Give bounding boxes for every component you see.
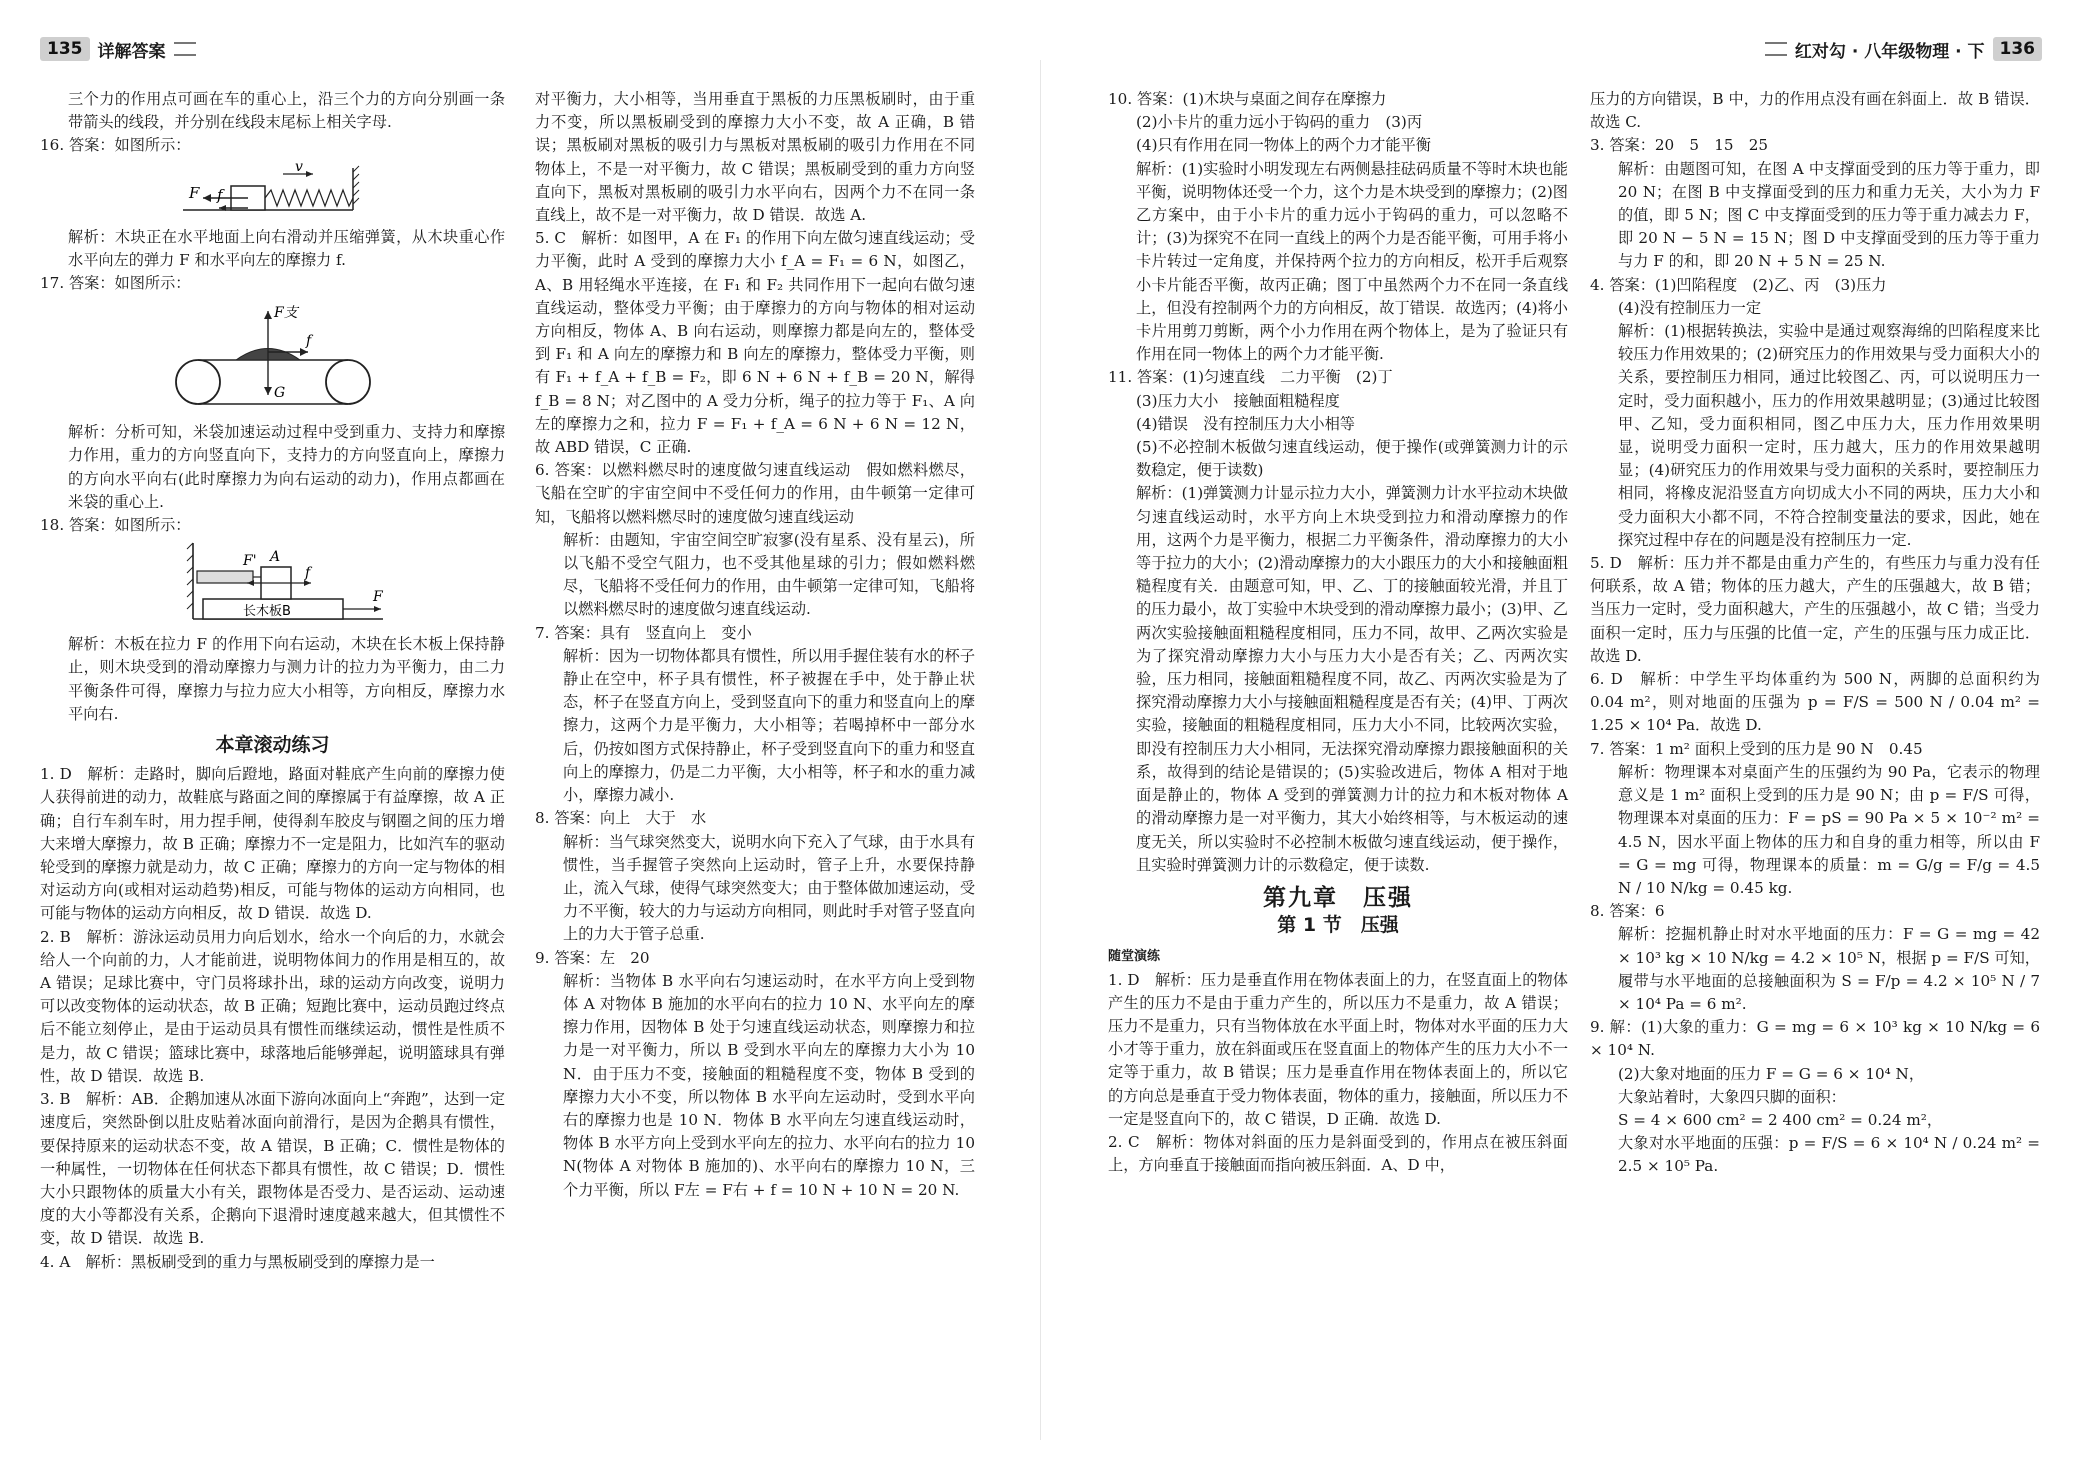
question-5: 5. C 解析：如图甲，A 在 F₁ 的作用下向左做匀速直线运动；受力平衡，此时 A 受到的摩擦力大小 f_A = F₁ = 6 N，如图乙，A、B 用轻绳水平连接，在 F₁ 和 F₂ 共同作用下一起向右做匀速直线运动，整体受力平衡；由于摩擦力的方向与物体的相对运动方向相反，物体 A、B 向右运动，则摩擦力都是向左的，整体受到 F₁ 和 A 向左的摩擦力和 B 向左的摩擦力，整体受力平衡，则有 F₁ + f_A + f_B = F₂，即 6 N + 6 N + f_B = 20 N，解得 f_B = 8 N；对乙图中的 A 受力分析，绳子的拉力等于 F₁、A 向左的摩擦力之和，拉力 F = F₁ + f_A = 6 N + 6 N = 12 N，故 ABD 错误，C 正确.: [535, 229, 975, 457]
analysis-8: 解析：当气球突然变大，说明水向下充入了气球，由于水具有惯性，当手握管子突然向上运动时，管子上升，水要保持静止，流入气球，使得气球突然变大；由于整体做加速运动，受力不平衡，较大的力与运动方向相同，则此时手对管子竖直向上的力大于管子总重.: [563, 832, 975, 944]
figure-16-diagram: [163, 160, 383, 222]
column-2: [535, 88, 975, 1202]
answer-10-part2: (2)小卡片的重力远小于钩码的重力 (3)丙: [1136, 113, 1423, 132]
fig16-label-v: v: [294, 159, 303, 175]
page-gutter: [1040, 60, 1041, 1440]
right-page-title: 红对勾 · 八年级物理 · 下: [1794, 41, 1985, 62]
analysis-9: 解析：当物体 B 水平向右匀速运动时，在水平方向上受到物体 A 对物体 B 施加的水平向右的拉力 10 N、水平向左的摩擦力作用，因物体 B 处于匀速直线运动状态，则摩擦力和拉力是一对平衡力，所以 B 受到水平向左的摩擦力大小为 10 N．由于压力不变，接触面的粗糙程度不变，物体 B 受到的摩擦力大小不变，所以物体 B 水平向左运动时，受到水平向右的摩擦力也是 10 N．物体 B 水平向左匀速直线运动时，物体 B 水平方向上受到水平向左的拉力、水平向右的拉力 10 N(物体 A 对物体 B 施加的)、水平向右的摩擦力 10 N，三个力平衡，所以 F左 = F右 + f = 10 N + 10 N = 20 N.: [563, 971, 975, 1199]
right-page-number: 136: [1993, 37, 2043, 61]
column-4: [1590, 88, 2040, 1179]
answer-11-part3: (3)压力大小 接触面粗糙程度: [1136, 391, 1340, 410]
analysis-10: 解析：(1)实验时小明发现左右两侧悬挂砝码质量不等时木块也能平衡，说明物体还受一个力，这个力是木块受到的摩擦力；(2)图乙方案中，由于小卡片的重力远小于钩码的重力，可以忽略不计；(3)为探究不在同一直线上的两个力是否能平衡，可用手将小卡片转过一定角度，并保持两个拉力的方向相反，松开手后观察小卡片能否平衡，故丙正确；图丁中虽然两个力不在同一条直线上，但没有控制两个力的方向相反，故丁错误．故选丙；(4)将小卡片用剪刀剪断，两个小力作用在两个物体上，是为了验证只有作用在同一物体上的两个力才能平衡.: [1136, 159, 1568, 364]
answer-9-part2: (2)大象对地面的压力 F = G = 6 × 10⁴ N，: [1618, 1064, 1925, 1083]
answer-4-part4: (4)没有控制压力一定: [1618, 298, 1762, 317]
paragraph: 压力的方向错误，B 中，力的作用点没有画在斜面上．故 B 错误．故选 C.: [1590, 90, 2040, 132]
analysis-7: 解析：因为一切物体都具有惯性，所以用手握住装有水的杯子静止在空中，杯子具有惯性，杯子被握在手中，处于静止状态，杯子在竖直方向上，受到竖直向下的重力和竖直向上的摩擦力，这两个力是平衡力，大小相等；若喝掉杯中一部分水后，仍按如图方式保持静止，杯子受到竖直向下的重力和竖直向上的摩擦力，仍是二力平衡，大小相等，杯子和水的重力减小，摩擦力减小.: [563, 646, 975, 805]
fig17-label-Fsupport: F支: [273, 305, 298, 322]
answer-11-part5: (5)不必控制木板做匀速直线运动，便于操作(或弹簧测力计的示数稳定，便于读数): [1136, 438, 1568, 480]
fig18-label-f: f: [304, 565, 310, 582]
analysis-6: 解析：由题知，宇宙空间空旷寂寥(没有星系、没有星云)，所以飞船不受空气阻力，也不受其他星球的引力；假如燃料燃尽，飞船将不受任何力的作用，由牛顿第一定律可知，飞船将以燃料燃尽时的速度做匀速直线运动.: [563, 530, 975, 619]
chapter-title: 第九章 压强: [1263, 884, 1413, 911]
fig17-label-f: f: [305, 333, 311, 350]
answer-7: 7. 答案：具有 竖直向上 变小: [535, 623, 752, 642]
analysis-7: 解析：物理课本对桌面产生的压强约为 90 Pa，它表示的物理意义是 1 m² 面积上受到的压力是 90 N；由 p = F/S 可得，物理课本对桌面的压力：F = pS = 90 Pa × 5 × 10⁻² m² = 4.5 N，因水平面上物体的压力和自身的重力相等，所以由 F = G = mg 可得，物理课本的质量：m = G/g = F/g = 4.5 N / 10 N/kg = 0.45 kg.: [1618, 762, 2040, 897]
question-1: 1. D 解析：走路时，脚向后蹬地，路面对鞋底产生向前的摩擦力使人获得前进的动力，故鞋底与路面之间的摩擦属于有益摩擦，故 A 正确；自行车刹车时，用力捏手闸，使得刹车胶皮与钢圈之间的压力增大来增大摩擦力，故 B 正确；摩擦力不一定是阻力，比如汽车的驱动轮受到的摩擦力就是动力，故 C 正确；摩擦力的方向一定与物体的相对运动方向(或相对运动趋势)相反，可能与物体的运动方向相同，也可能与物体的运动方向相反，故 D 错误．故选 D.: [40, 765, 505, 923]
answer-8: 8. 答案：向上 大于 水: [535, 809, 707, 828]
fig17-label-G: G: [273, 385, 285, 402]
fig18-label-Fprime: F': [242, 553, 257, 570]
analysis-4: 解析：(1)根据转换法，实验中是通过观察海绵的凹陷程度来比较压力作用效果的；(2)研究压力的作用效果与受力面积大小的关系，要控制压力相同，通过比较图乙、丙，可以说明压力一定时，受力面积越小，压力的作用效果越明显；(3)通过比较图甲、乙知，受力面积相同，图乙中压力大，压力作用效果明显，说明受力面积一定时，压力越大，压力的作用效果越明显；(4)研究压力的作用效果与受力面积的关系时，要控制压力相同，将橡皮泥沿竖直方向切成大小不同的两块，压力大小和受力面积大小都不同，不符合控制变量法的要求，因此，她在探究过程中存在的问题是没有控制压力一定.: [1618, 322, 2040, 549]
section-title: 第 1 节 压强: [1277, 914, 1399, 937]
question-5: 5. D 解析：压力并不都是由重力产生的，有些压力与重力没有任何联系，故 A 错；物体的压力越大，产生的压强越大，故 B 错；当压力一定时，受力面积越大，产生的压强越小，故 C 错；当受力面积一定时，压力与压强的比值一定，产生的压强与压力成正比．故选 D.: [1590, 554, 2040, 665]
answer-10-part4: (4)只有作用在同一物体上的两个力才能平衡: [1136, 136, 1431, 155]
practice-question-1: 1. D 解析：压力是垂直作用在物体表面上的力，在竖直面上的物体产生的压力不是由于重力产生的，所以压力不是重力，故 A 错误；压力不是重力，只有当物体放在水平面上时，物体对水平面的压力大小才等于重力，放在斜面或压在竖直面上的物体产生的压力大小不一定等于重力，故 B 错误；压力是垂直作用在物体表面上的，所以它的方向总是垂直于受力物体表面，物体的重力，接触面，所以压力不一定是竖直向下的，故 C 错误，D 正确．故选 D.: [1108, 970, 1568, 1128]
question-6: 6. D 解析：中学生平均体重约为 500 N，两脚的总面积约为 0.04 m²，则对地面的压强为 p = F/S = 500 N / 0.04 m² = 1.25 × 10⁴ Pa．故选 D.: [1590, 670, 2040, 735]
answer-9: 9. 解：(1)大象的重力：G = mg = 6 × 10³ kg × 10 N/kg = 6 × 10⁴ N.: [1590, 1018, 2040, 1060]
analysis-11: 解析：(1)弹簧测力计显示拉力大小，弹簧测力计水平拉动木块做匀速直线运动时，水平方向上木块受到拉力和滑动摩擦力的作用，这两个力是平衡力，根据二力平衡条件，滑动摩擦力的大小等于拉力的大小；(2)滑动摩擦力的大小跟压力的大小和接触面粗糙程度有关．由题意可知，甲、乙、丁的接触面较光滑，并且丁的压力最小，故丁实验中木块受到的滑动摩擦力最小；(3)甲、乙两次实验接触面粗糙程度相同，压力不同，故甲、乙两次实验是为了探究滑动摩擦力大小与压力大小是否有关；乙、丙两次实验，压力相同，接触面粗糙程度不同，故乙、丙两次实验是为了探究滑动摩擦力大小与接触面粗糙程度是否有关；(4)甲、丁两次实验，接触面的粗糙程度相同，压力大小不同，比较两次实验，即没有控制压力大小相同，无法探究滑动摩擦力跟接触面积的关系，故得到的结论是错误的；(5)实验改进后，物体 A 相对于地面是静止的，物体 A 受到的弹簧测力计的拉力和木板对物体 A 的滑动摩擦力是一对平衡力，其大小始终相等，与木板运动的速度无关，所以实验时不必控制木板做匀速直线运动，便于操作，且实验时弹簧测力计的示数稳定，便于读数.: [1136, 484, 1568, 874]
answer-11-part4: (4)错误 没有控制压力大小相等: [1136, 414, 1355, 433]
answer-16: 16. 答案：如图所示：: [40, 136, 191, 155]
question-4: 4. A 解析：黑板刷受到的重力与黑板刷受到的摩擦力是一: [40, 1252, 435, 1271]
answer-9: 9. 答案：左 20: [535, 948, 650, 967]
analysis-17: 解析：分析可知，米袋加速运动过程中受到重力、支持力和摩擦力作用，重力的方向竖直向下，支持力的方向竖直向上，摩擦力的方向水平向右(此时摩擦力为向右运动的动力)，作用点都画在米袋的重心上.: [68, 423, 505, 511]
column-1: [40, 88, 505, 1274]
fig18-label-A: A: [269, 549, 280, 566]
paragraph: 对平衡力，大小相等，当用垂直于黑板的力压黑板刷时，由于重力不变，所以黑板刷受到的摩擦力大小不变，故 A 正确，B 错误；黑板刷对黑板的吸引力与黑板对黑板刷的吸引力作用在不同物体上，不是一对平衡力，故 C 错误；黑板刷受到的重力方向竖直向下，黑板对黑板刷的吸引力水平向右，因两个力不在同一条直线上，故不是一对平衡力，故 D 错误．故选 A.: [535, 90, 975, 225]
answer-9-pressure: 大象对水平地面的压强：p = F/S = 6 × 10⁴ N / 0.24 m² = 2.5 × 10⁵ Pa.: [1618, 1134, 2040, 1176]
practice-question-2: 2. C 解析：物体对斜面的压力是斜面受到的，作用点在被压斜面上，方向垂直于接触面而指向被压斜面．A、D 中，: [1108, 1132, 1568, 1175]
answer-9-area-intro: 大象站着时，大象四只脚的面积：: [1618, 1087, 1846, 1106]
answer-18: 18. 答案：如图所示：: [40, 516, 191, 535]
practice-label: 随堂演练: [1108, 949, 1161, 965]
figure-18-diagram: [143, 539, 403, 629]
answer-17: 17. 答案：如图所示：: [40, 274, 191, 293]
header-lines-icon: [174, 42, 196, 56]
header-lines-icon: [1765, 42, 1787, 56]
answer-7: 7. 答案：1 m² 面积上受到的压力是 90 N 0.45: [1590, 739, 1923, 758]
answer-4: 4. 答案：(1)凹陷程度 (2)乙、丙 (3)压力: [1590, 275, 1887, 294]
analysis-8: 解析：挖掘机静止时对水平地面的压力：F = G = mg = 42 × 10³ kg × 10 N/kg = 4.2 × 10⁵ N，根据 p = F/S 可知，履带与水平地面的总接触面积为 S = F/p = 4.2 × 10⁵ N / 7 × 10⁴ Pa = 6 m².: [1618, 925, 2040, 1013]
answer-10: 10. 答案：(1)木块与桌面之间存在摩擦力: [1108, 90, 1387, 108]
answer-8: 8. 答案：6: [1590, 902, 1665, 921]
right-page-header: [1765, 34, 2042, 64]
answer-3: 3. 答案：20 5 15 25: [1590, 136, 1769, 155]
fig18-label-F: F: [372, 589, 383, 606]
fig18-label-board: 长木板B: [242, 604, 291, 620]
left-page-title: 详解答案: [97, 41, 166, 62]
fig16-label-f: f: [216, 185, 223, 204]
section-title-chapter-review: 本章滚动练习: [215, 734, 330, 757]
figure-17-diagram: [158, 297, 388, 417]
answer-11: 11. 答案：(1)匀速直线 二力平衡 (2)丁: [1108, 368, 1393, 387]
question-2: 2. B 解析：游泳运动员用力向后划水，给水一个向后的力，水就会给人一个向前的力，人才能前进，说明物体间力的作用是相互的，故 A 错误；足球比赛中，守门员将球扑出，球的运动方向改变，说明力可以改变物体的运动状态，故 B 正确；短跑比赛中，运动员跑过终点后不能立刻停止，是由于运动员具有惯性而继续运动，惯性是性质不是力，故 C 错误；篮球比赛中，球落地后能够弹起，说明篮球具有弹性，故 D 错误．故选 B.: [40, 927, 505, 1085]
answer-9-area: S = 4 × 600 cm² = 2 400 cm² = 0.24 m²，: [1618, 1110, 1943, 1129]
analysis-3: 解析：由题图可知，在图 A 中支撑面受到的压力等于重力，即 20 N；在图 B 中支撑面受到的压力和重力无关，大小为力 F 的值，即 5 N；图 C 中支撑面受到的压力等于重力减去力 F，即 20 N − 5 N = 15 N；图 D 中支撑面受到的压力等于重力与力 F 的和，即 20 N + 5 N = 25 N.: [1618, 159, 2040, 271]
column-3: [1108, 88, 1568, 1177]
question-3: 3. B 解析：AB．企鹅加速从冰面下游向冰面向上“奔跑”，达到一定速度后，突然卧倒以肚皮贴着冰面向前滑行，是因为企鹅具有惯性，要保持原来的运动状态不变，故 A 错误，B 正确；C．惯性是物体的一种属性，一切物体在任何状态下都具有惯性，故 C 错误；D．惯性大小只跟物体的质量大小有关，跟物体是否受力、是否运动、运动速度的大小等都没有关系，企鹅向下退滑时速度越来越大，但其惯性不变，故 D 错误．故选 B.: [40, 1090, 505, 1248]
left-page-number: 135: [40, 37, 90, 61]
analysis-16: 解析：木块正在水平地面上向右滑动并压缩弹簧，从木块重心作水平向左的弹力 F 和水平向左的摩擦力 f.: [68, 227, 505, 269]
paragraph: 三个力的作用点可画在车的重心上，沿三个力的方向分别画一条带箭头的线段，并分别在线段末尾标上相关字母.: [68, 90, 505, 132]
fig16-label-F: F: [188, 183, 199, 202]
answer-6: 6. 答案：以燃料燃尽时的速度做匀速直线运动 假如燃料燃尽，飞船在空旷的宇宙空间中不受任何力的作用，由牛顿第一定律可知，飞船将以燃料燃尽时的速度做匀速直线运动: [535, 461, 975, 526]
left-page-header: [40, 34, 196, 64]
analysis-18: 解析：木板在拉力 F 的作用下向右运动，木块在长木板上保持静止，则木块受到的滑动摩擦力与测力计的拉力为平衡力，由二力平衡条件可得，摩擦力与拉力应大小相等，方向相反，摩擦力水平向右.: [68, 635, 505, 723]
